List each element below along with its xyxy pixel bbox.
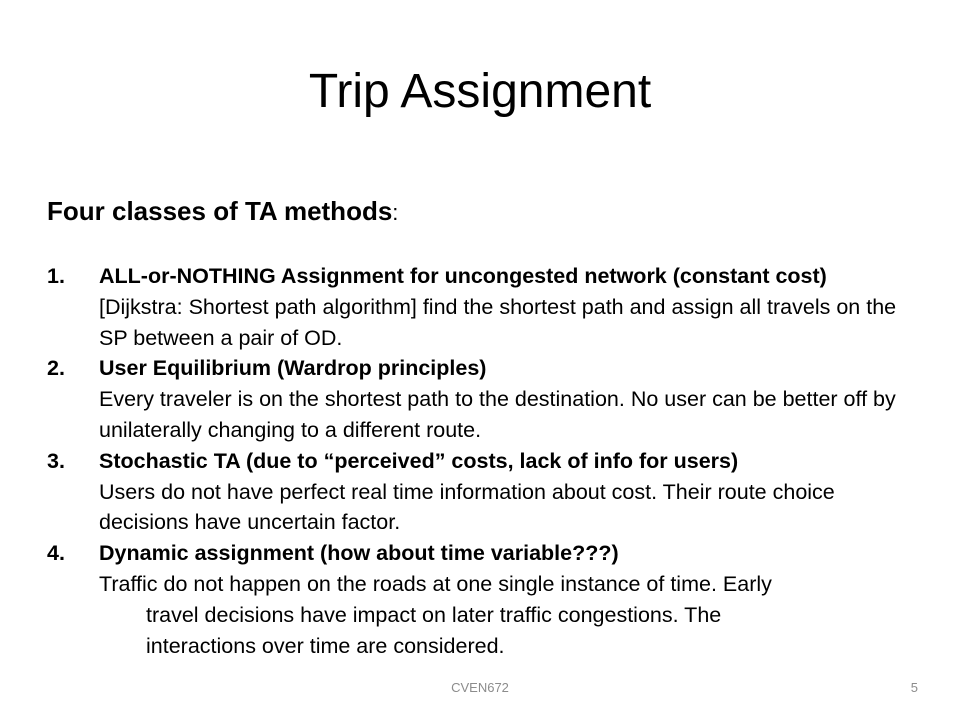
item-description-line: travel decisions have impact on later traffic congestions. The <box>146 602 722 627</box>
item-description: Users do not have perfect real time information about cost. Their route choice decisions have uncertain factor. <box>99 479 835 535</box>
item-description: Every traveler is on the shortest path to the destination. No user can be better off by unilaterally changing to a different route. <box>99 387 896 442</box>
item-heading: User Equilibrium (Wardrop principles) <box>99 356 487 381</box>
item-description: [Dijkstra: Shortest path algorithm] find the shortest path and assign all travels on the SP between a pair of OD. <box>99 294 897 350</box>
footer-course: CVEN672 <box>451 680 509 695</box>
item-number: 4. <box>47 541 65 566</box>
item-heading: Dynamic assignment (how about time variable???) <box>99 541 619 566</box>
item-number: 1. <box>47 264 65 288</box>
list-item <box>47 538 927 661</box>
footer-page-number: 5 <box>910 680 918 695</box>
slide-title: Trip Assignment <box>308 65 652 118</box>
item-number: 2. <box>47 356 65 381</box>
subtitle-colon: : <box>392 200 399 225</box>
item-number: 3. <box>47 448 65 473</box>
item-heading: Stochastic TA (due to “perceived” costs, lack of info for users) <box>99 448 739 473</box>
list-item <box>47 261 927 353</box>
list-item <box>47 446 927 538</box>
methods-list <box>47 261 927 661</box>
item-heading: ALL-or-NOTHING Assignment for uncongested network (constant cost) <box>99 264 827 288</box>
item-description-line: interactions over time are considered. <box>146 633 505 658</box>
subtitle-text: Four classes of TA methods <box>47 196 393 226</box>
item-description-line: Traffic do not happen on the roads at one single instance of time. Early <box>99 571 772 596</box>
list-item <box>47 353 927 445</box>
slide-subtitle <box>47 193 398 231</box>
